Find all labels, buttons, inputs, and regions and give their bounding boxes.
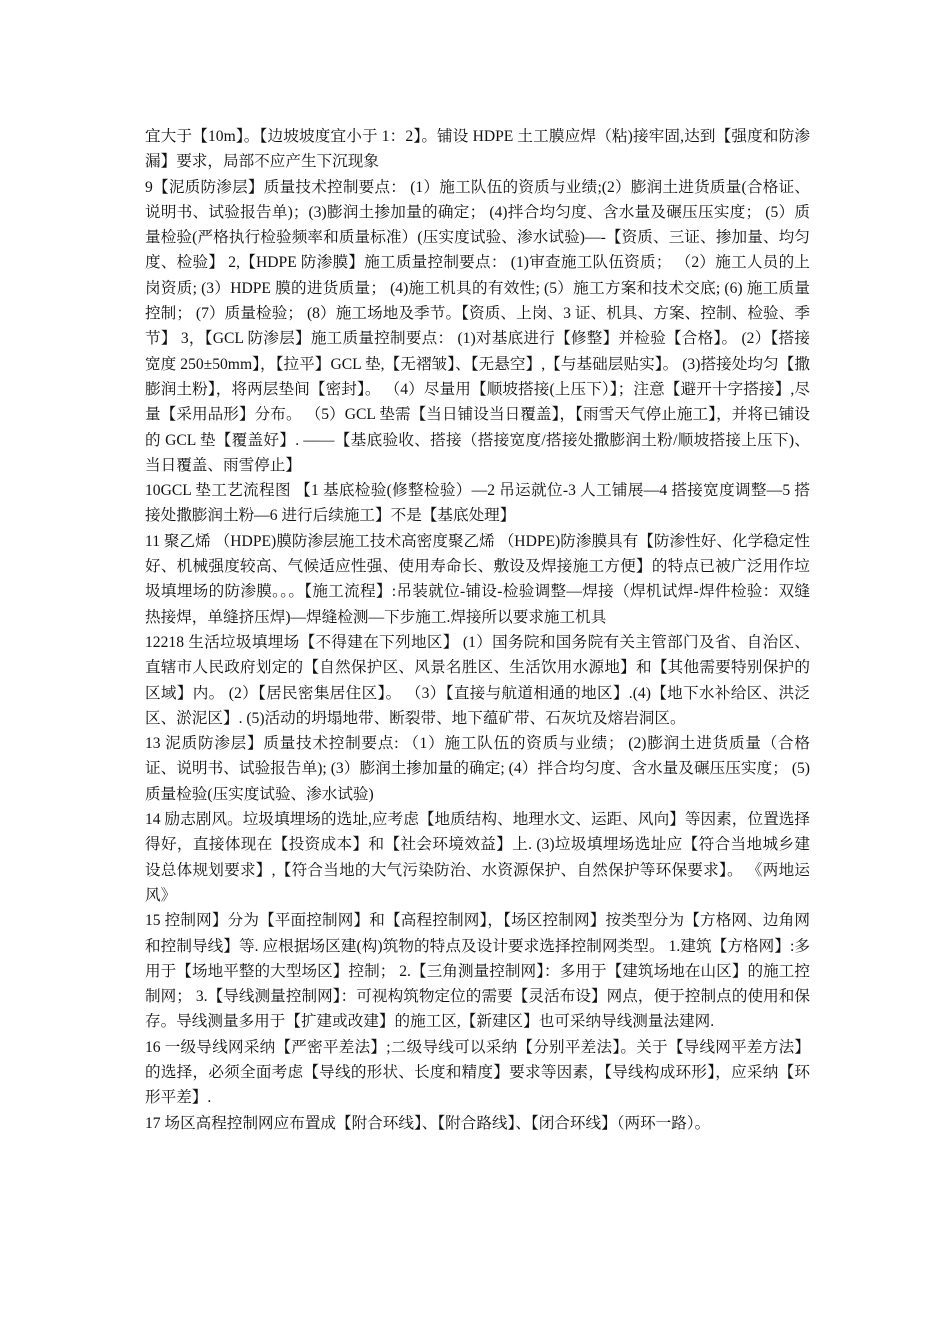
paragraph-12-landfill-siting-restrictions: 12218 生活垃圾填埋场【不得建在下列地区】 (1）国务院和国务院有关主管部门及省、自治区、直辖市人民政府划定的【自然保护区、风景名胜区、生活饮用水源地】和【其他需要特别保护的区域】内。 (2）【居民密集居住区】。 （3）【直接与航道相通的地区】.(4)【地下水补给区、洪泛区、淤泥区】. (5)活动的坍塌地带、断裂带、地下蕴矿带、石灰坑及熔岩洞区。: [145, 633, 810, 727]
paragraph-13-clay-liner-quality: 13 泥质防渗层】质量技术控制要点: （1）施工队伍的资质与业绩； (2)膨润土进货质量（合格证、说明书、试验报告单); (3）膨润土掺加量的确定; (4）拌合均匀度、含水量及碾压压实度； (5)质量检验(压实度试验、渗水试验): [145, 735, 810, 803]
paragraph-17-elevation-network: 17 场区高程控制网应布置成【附合环线】、【附合路线】、【闭合环线】（两环一路）。: [145, 1114, 711, 1132]
paragraph-11-hdpe-membrane: 11 聚乙烯 （HDPE)膜防渗层施工技术高密度聚乙烯 （HDPE)防渗膜具有【防渗性好、化学稳定性好、机械强度较高、气候适应性强、使用寿命长、敷设及焊接施工方便】的特点已被广泛用作垃圾填埋场的防渗膜。。。【施工流程】:吊装就位-铺设-检验调整—焊接（焊机试焊-焊件检验：双缝热接焊，单缝挤压焊)—焊缝检测—下步施工.焊接所以要求施工机具: [145, 532, 810, 626]
paragraph-10-gcl-process: 10GCL 垫工艺流程图 【1 基底检验(修整检验）—2 吊运就位-3 人工铺展—4 搭接宽度调整—5 搭接处撒膨润土粉—6 进行后续施工】不是【基底处理】: [145, 482, 810, 525]
paragraph-16-traverse-adjustment: 16 一级导线网采纳【严密平差法】;二级导线可以采纳【分别平差法】。关于【导线网平差方法】的选择，必须全面考虑【导线的形状、长度和精度】要求等因素，【导线构成环形】，应采纳【环形平差】.: [145, 1038, 810, 1107]
paragraph-15-control-network: 15 控制网】分为【平面控制网】和【高程控制网】，【场区控制网】按类型分为【方格网、边角网和控制导线】等. 应根据场区建(构)筑物的特点及设计要求选择控制网类型。 1.建筑【方格网】:多用于【场地平整的大型场区】控制； 2.【三角测量控制网】：多用于【建筑场地在山区】的施工控制网； 3.【导线测量控制网】：可视构筑物定位的需要【灵活布设】网点，便于控制点的使用和保存。导线测量多用于【扩建或改建】的施工区,【新建区】也可采纳导线测量法建网.: [145, 912, 810, 1031]
paragraph-9-clay-liner-control: 9【泥质防渗层】质量技术控制要点： (1）施工队伍的资质与业绩;(2）膨润土进货质量(合格证、说明书、试验报告单)；(3)膨润土掺加量的确定； (4)拌合均匀度、含水量及碾压压实度； (5）质量检验(严格执行检验频率和质量标准）(压实度试验、渗水试验)—-【资质、三证、掺加量、均匀度、检验】 2,【HDPE 防渗膜】施工质量控制要点： (1)审查施工队伍资质； （2）施工人员的上岗资质; (3）HDPE 膜的进货质量； (4)施工机具的有效性; (5）施工方案和技术交底; (6) 施工质量控制； (7）质量检验； (8）施工场地及季节。【资质、上岗、3 证、机具、方案、控制、检验、季节】 3，【GCL 防渗层】施工质量控制要点： (1)对基底进行【修整】并检验【合格】。 (2）【搭接宽度 250±50mm】，【拉平】GCL 垫,【无褶皱】、【无悬空】,【与基础层贴实】。 (3)搭接处均匀【撒膨润土粉】，将两层垫间【密封】。 （4）尽量用【顺坡搭接(上压下）】；注意【避开十字搭接】,尽量【采用品形】分布。 （5）GCL 垫需【当日铺设当日覆盖】，【雨雪天气停止施工】，并将已铺设的 GCL 垫【覆盖好】. ——【基底验收、搭接（搭接宽度/搭接处撒膨润土粉/顺坡搭接上压下)、当日覆盖、雨雪停止】: [145, 178, 810, 474]
paragraph-14-site-selection: 14 励志剧风。垃圾填埋场的选址,应考虑【地质结构、地理水文、运距、风向】等因素，位置选择得好，直接体现在【投资成本】和【社会环境效益】上. (3)垃圾填埋场选址应【符合当地城乡建设总体规划要求】,【符合当地的大气污染防治、水资源保护、自然保护等环保要求】。 《两地运风》: [145, 811, 810, 904]
paragraph-slope-and-hdpe: 宜大于【10m】。【边坡坡度宜小于 1：2】。铺设 HDPE 土工膜应焊（粘)接牢固,达到【强度和防渗漏】要求，局部不应产生下沉现象: [145, 128, 810, 171]
document-body: [145, 124, 810, 1136]
